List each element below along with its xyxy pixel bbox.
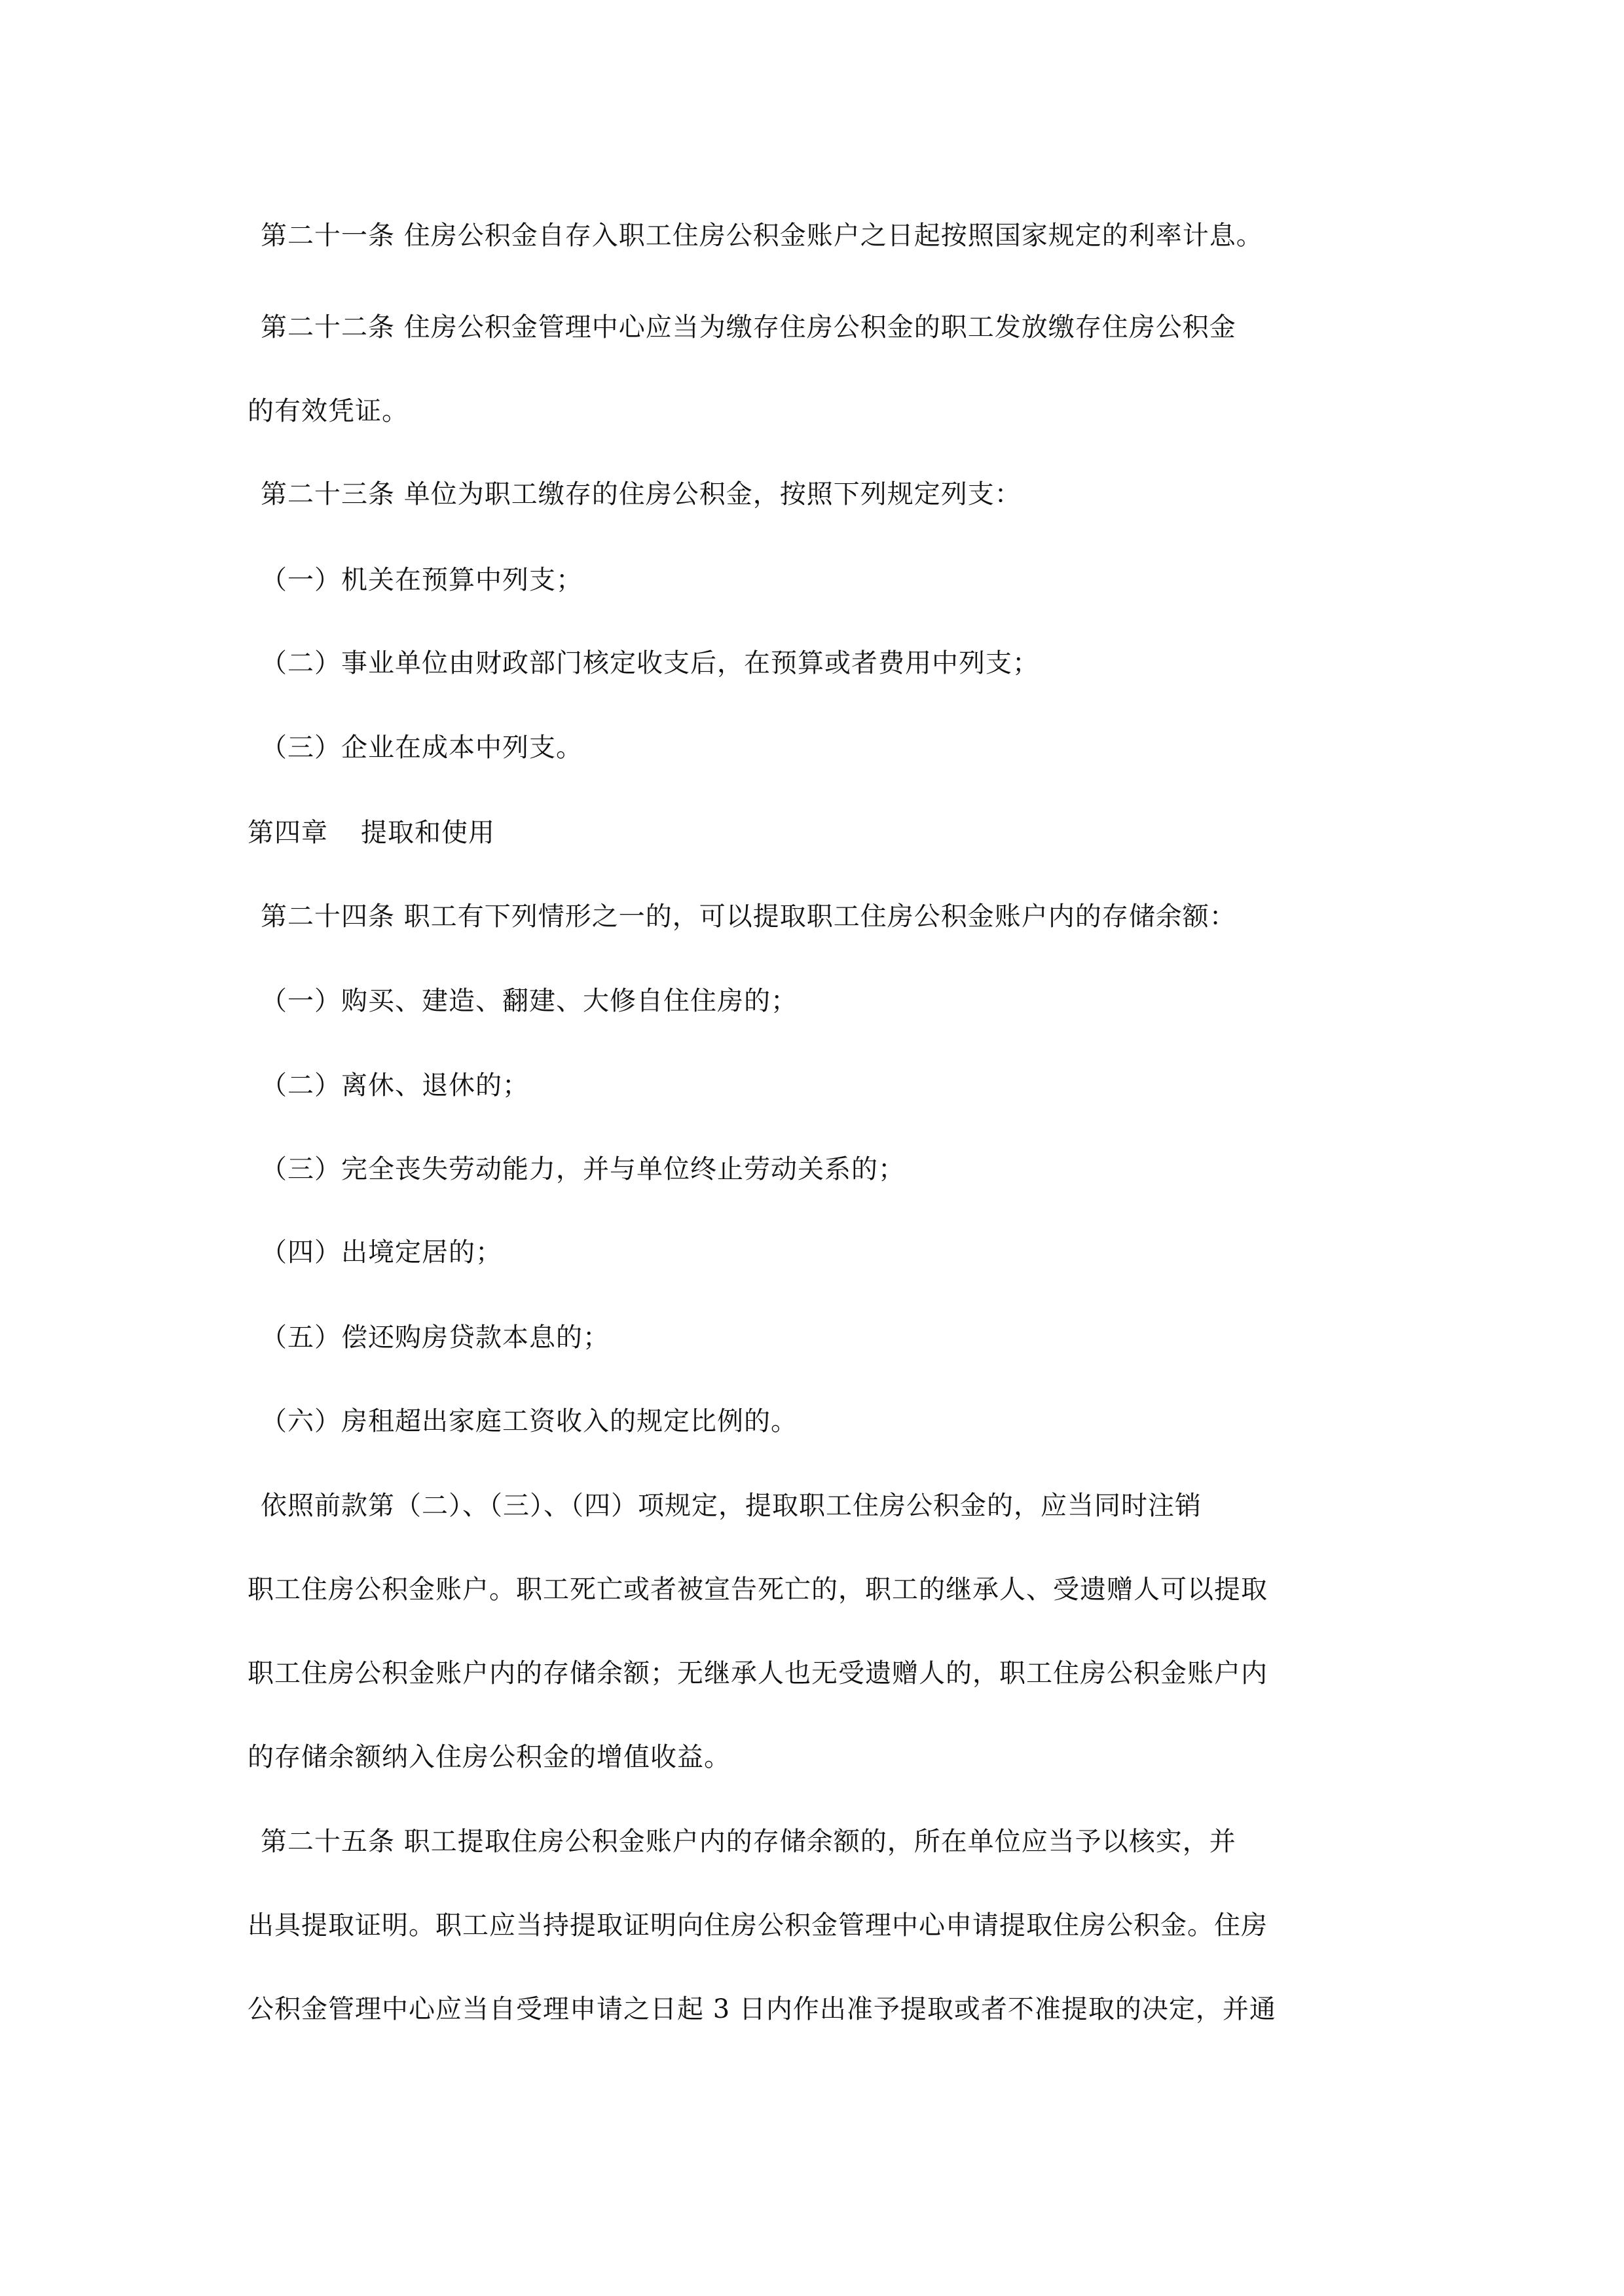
article-24-item-3: （三）完全丧失劳动能力，并与单位终止劳动关系的； (261, 1154, 905, 1184)
chapter-4-heading (248, 812, 1400, 854)
article-25-line-2: 出具提取证明。职工应当持提取证明向住房公积金管理中心申请提取住房公积金。住房 (248, 1910, 1268, 1941)
article-24-item-6: （六）房租超出家庭工资收入的规定比例的。 (261, 1406, 798, 1436)
article-21: 第二十一条 住房公积金自存入职工住房公积金账户之日起按照国家规定的利率计息。 (261, 221, 1263, 251)
article-23-item-3: （三）企业在成本中列支。 (261, 733, 583, 763)
chapter-number: 第四章 (248, 818, 328, 848)
article-25-line-3: 公积金管理中心应当自受理申请之日起 3 日内作出准予提取或者不准提取的决定，并通 (248, 1994, 1276, 2024)
article-23: 第二十三条 单位为职工缴存的住房公积金，按照下列规定列支： (261, 479, 1022, 509)
article-22-line-2: 的有效凭证。 (248, 396, 409, 426)
paragraph-line-1: 依照前款第（二）、（三）、（四）项规定，提取职工住房公积金的，应当同时注销 (261, 1491, 1202, 1521)
paragraph-line-3: 职工住房公积金账户内的存储余额；无继承人也无受遗赠人的，职工住房公积金账户内 (248, 1658, 1268, 1688)
article-24-item-4: （四）出境定居的； (261, 1237, 502, 1267)
article-23-item-2: （二）事业单位由财政部门核定收支后，在预算或者费用中列支； (261, 648, 1039, 678)
article-24-item-1: （一）购买、建造、翻建、大修自住住房的； (261, 986, 798, 1016)
article-23-item-1: （一）机关在预算中列支； (261, 565, 583, 595)
article-24-item-5: （五）偿还购房贷款本息的； (261, 1322, 610, 1353)
paragraph-line-4: 的存储余额纳入住房公积金的增值收益。 (248, 1742, 731, 1772)
article-22-line-1: 第二十二条 住房公积金管理中心应当为缴存住房公积金的职工发放缴存住房公积金 (261, 312, 1236, 342)
chapter-title: 提取和使用 (361, 818, 495, 848)
article-24: 第二十四条 职工有下列情形之一的，可以提取职工住房公积金账户内的存储余额： (261, 902, 1236, 932)
article-25-line-1: 第二十五条 职工提取住房公积金账户内的存储余额的，所在单位应当予以核实，并 (261, 1827, 1236, 1857)
article-24-item-2: （二）离休、退休的； (261, 1070, 529, 1101)
paragraph-line-2: 职工住房公积金账户。职工死亡或者被宣告死亡的，职工的继承人、受遗赠人可以提取 (248, 1575, 1268, 1605)
